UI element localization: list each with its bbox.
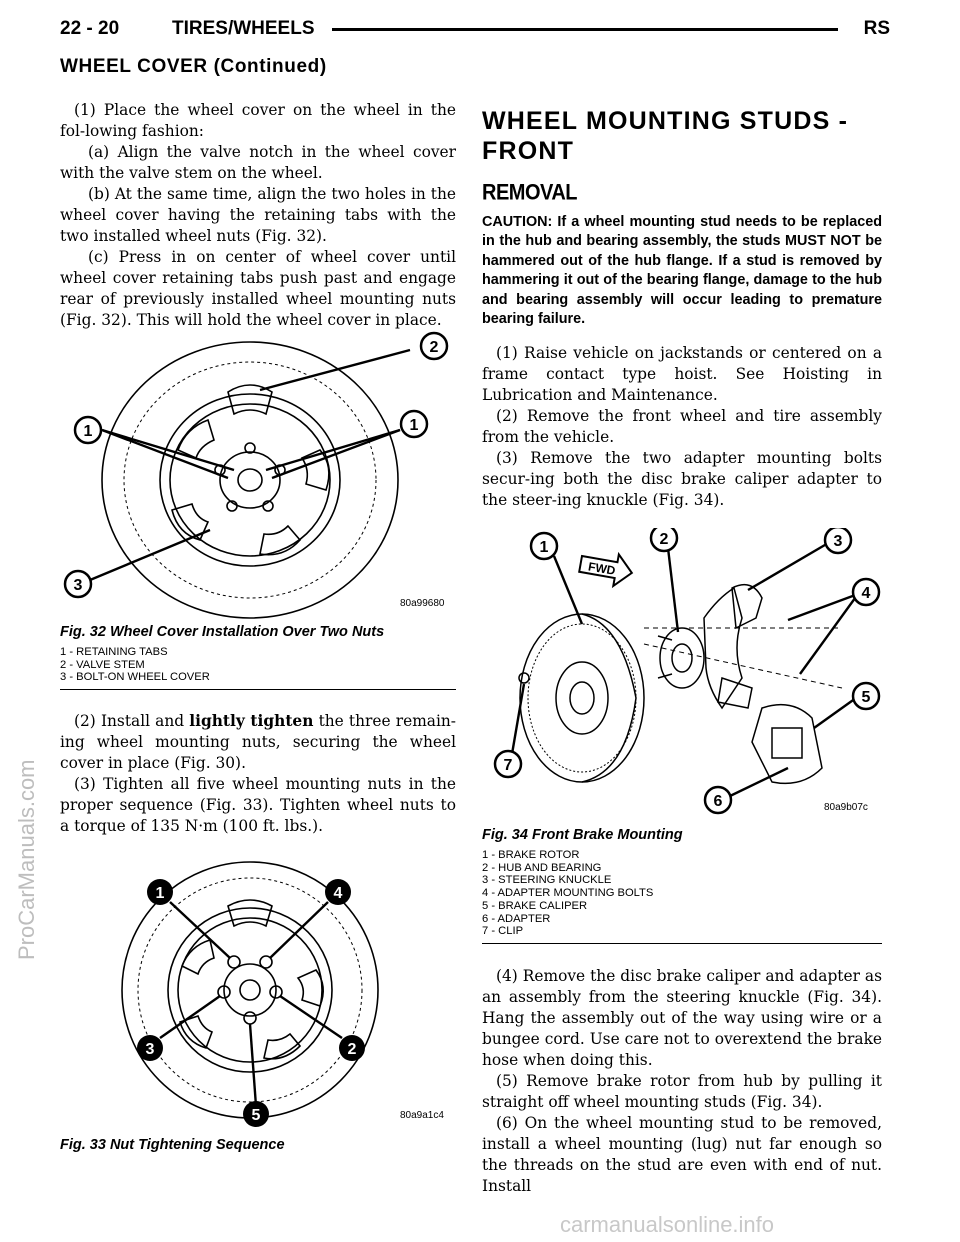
- figure-33-caption-block: [60, 1137, 456, 1153]
- divider: [60, 689, 456, 690]
- legend-item: 3 - STEERING KNUCKLE: [482, 874, 612, 887]
- watermark: ProCarManuals.com: [14, 759, 39, 960]
- section-heading: WHEEL MOUNTING STUDS - FRONT: [482, 107, 849, 165]
- step-1b: (b) At the same time, align the two holes in the wheel cover having the retaining tabs with the two installed wheel nuts (Fig. 32).: [60, 185, 456, 245]
- figure-34-legend: [482, 849, 882, 938]
- step-6: (6) On the wheel mounting stud to be removed, install a wheel mounting (lug) nut far enough so the threads on the stud are even with end of nut. Install: [482, 1114, 882, 1195]
- legend-item: 6 - ADAPTER: [482, 912, 551, 925]
- right-column: [482, 100, 882, 511]
- figure-33-caption: Fig. 33 Nut Tightening Sequence: [60, 1137, 285, 1153]
- sequence-4: 4: [333, 885, 343, 902]
- figure-code: 80a99680: [400, 598, 445, 609]
- figure-34: [482, 528, 882, 828]
- callout-6: 6: [713, 793, 723, 810]
- callout-5: 5: [861, 689, 871, 706]
- callout-2: 2: [429, 339, 439, 356]
- emphasis: lightly tighten: [189, 712, 314, 730]
- step-1a: (a) Align the valve notch in the wheel cover with the valve stem on the wheel.: [60, 143, 456, 182]
- callout-1: 1: [539, 539, 549, 556]
- callout-7: 7: [503, 757, 513, 774]
- fwd-arrow: [578, 548, 635, 589]
- legend-item: 2 - VALVE STEM: [60, 658, 145, 671]
- sequence-1: 1: [155, 885, 165, 902]
- svg-text:FWD: FWD: [587, 559, 617, 578]
- legend-item: 2 - HUB AND BEARING: [482, 861, 602, 874]
- callout-1-left: 1: [83, 423, 93, 440]
- wheel-cover-illustration: [60, 330, 456, 620]
- left-column: [60, 100, 456, 331]
- step-1: (1) Place the wheel cover on the wheel in the fol-lowing fashion:: [60, 101, 456, 140]
- step-1: (1) Raise vehicle on jackstands or centered on a frame contact type hoist. See Hoisting in Lubrication and Maintenance.: [482, 344, 882, 405]
- left-column-lower: [60, 711, 456, 837]
- figure-34-caption-block: [482, 827, 882, 944]
- step-5: (5) Remove brake rotor from hub by pulling it straight off wheel mounting studs (Fig. 34).: [482, 1072, 882, 1111]
- section-title: TIRES/WHEELS: [172, 18, 315, 39]
- legend-item: 4 - ADAPTER MOUNTING BOLTS: [482, 887, 654, 900]
- subsection-heading: REMOVAL: [482, 180, 578, 206]
- figure-33: [110, 850, 460, 1134]
- caution-note: CAUTION: If a wheel mounting stud needs to be replaced in the hub and bearing assembly, the studs MUST NOT be hammered out of the hub flange. If a stud is removed by hammering it out of the bearing flange, damage to the hub and bearing assembly will occur leading to premature bearing failure.: [482, 214, 882, 328]
- figure-code: 80a9a1c4: [400, 1110, 444, 1121]
- legend-item: 5 - BRAKE CALIPER: [482, 899, 588, 912]
- callout-2: 2: [659, 531, 669, 548]
- callout-3: 3: [833, 533, 843, 550]
- page-number: 22 - 20: [60, 18, 120, 39]
- callout-4: 4: [861, 585, 871, 602]
- step-4: (4) Remove the disc brake caliper and adapter as an assembly from the steering knuckle (Fig. 34). Hang the assembly out of the way using wire or a bungee cord. Use care not to overextend the brake hose when doing this.: [482, 967, 882, 1069]
- sequence-5: 5: [251, 1107, 261, 1124]
- callout-3: 3: [73, 577, 83, 594]
- figure-34-caption: Fig. 34 Front Brake Mounting: [482, 827, 683, 843]
- figure-32-caption: Fig. 32 Wheel Cover Installation Over Two Nuts: [60, 624, 385, 640]
- page-header: [60, 18, 890, 46]
- nut-sequence-illustration: [110, 850, 460, 1130]
- sequence-2: 2: [347, 1041, 357, 1058]
- step-3: (3) Remove the two adapter mounting bolts secur-ing both the disc brake caliper adapter to the steer-ing knuckle (Fig. 34).: [482, 449, 882, 510]
- legend-item: 7 - CLIP: [482, 925, 524, 938]
- step-1c: (c) Press in on center of wheel cover until wheel cover retaining tabs push past and engage rear of previously installed wheel mounting nuts (Fig. 32). This will hold the wheel cover in place.: [60, 248, 456, 329]
- header-rule: [332, 28, 838, 31]
- step-3: (3) Tighten all five wheel mounting nuts in the proper sequence (Fig. 33). Tighten wheel nuts to a torque of 135 N·m (100 ft. lbs.).: [60, 775, 456, 835]
- divider: [482, 943, 882, 944]
- continued-heading: WHEEL COVER (Continued): [60, 56, 327, 77]
- right-column-lower: [482, 966, 882, 1197]
- step-2: (2) Remove the front wheel and tire assembly from the vehicle.: [482, 407, 882, 447]
- figure-32-caption-block: [60, 624, 456, 690]
- sequence-3: 3: [145, 1041, 155, 1058]
- legend-item: 1 - BRAKE ROTOR: [482, 849, 580, 861]
- figure-32: [60, 330, 456, 624]
- brake-mounting-illustration: [482, 528, 882, 824]
- figure-32-legend: [60, 646, 456, 684]
- manual-code: RS: [863, 18, 890, 39]
- callout-1-right: 1: [409, 417, 419, 434]
- legend-item: 3 - BOLT-ON WHEEL COVER: [60, 671, 210, 684]
- step-2: (2) Install and lightly tighten the three remain-ing wheel mounting nuts, securing the wheel cover in place (Fig. 30).: [60, 712, 456, 772]
- legend-item: 1 - RETAINING TABS: [60, 646, 168, 658]
- footer-watermark: carmanualsonline.info: [560, 1212, 775, 1237]
- figure-code: 80a9b07c: [824, 802, 868, 813]
